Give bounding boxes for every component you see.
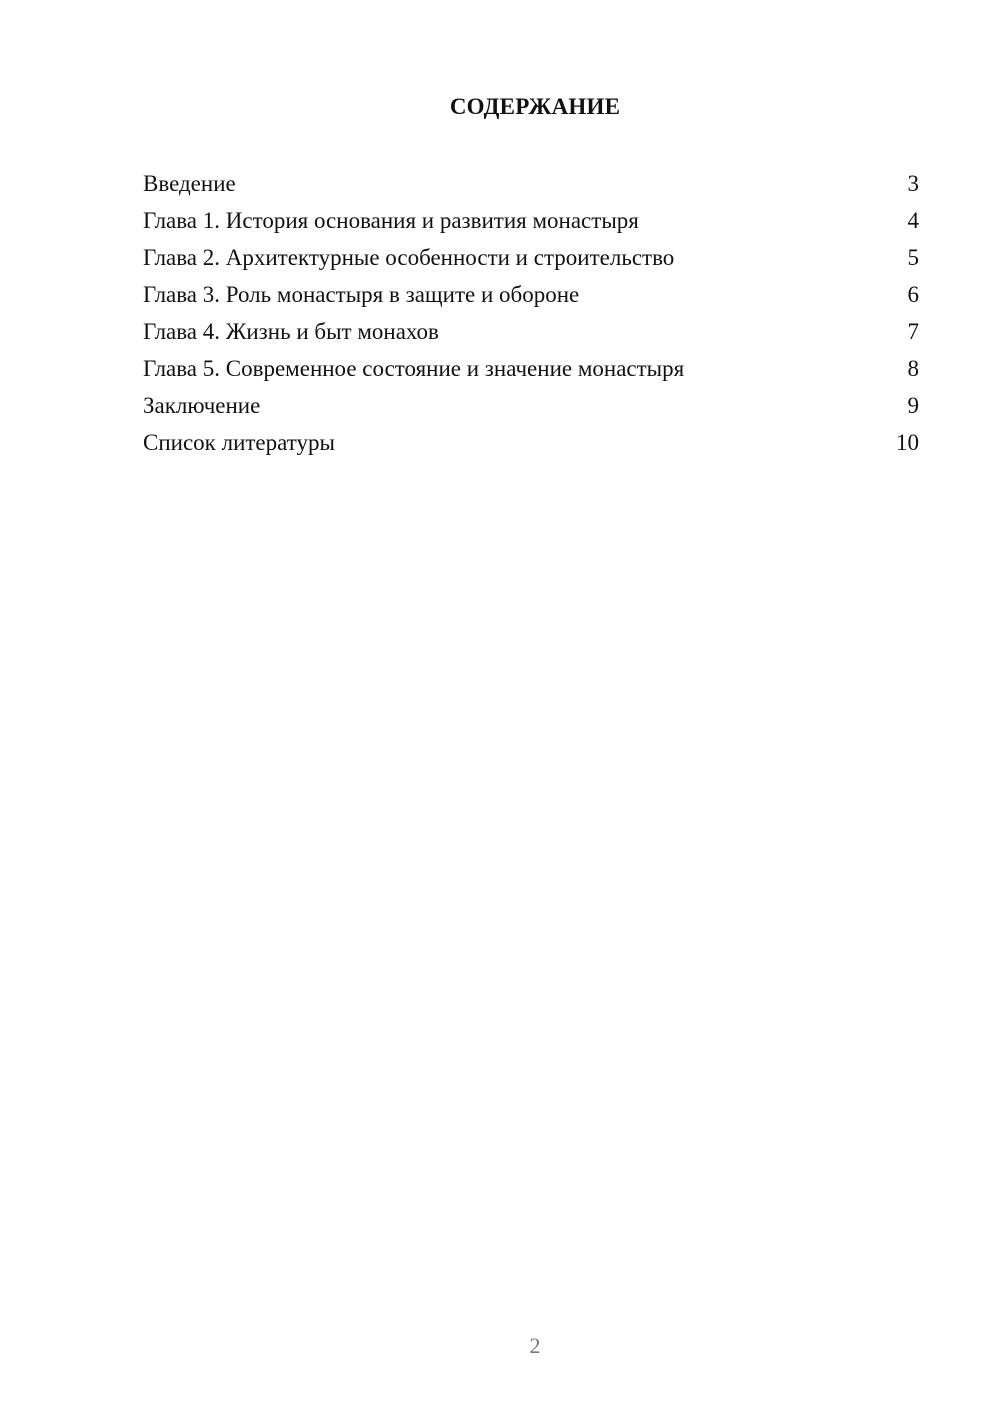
toc-entry-page: 6 bbox=[907, 282, 919, 307]
toc-entry-page: 10 bbox=[896, 430, 919, 455]
toc-entry-chapter-4 bbox=[143, 316, 919, 353]
toc-entry-page: 9 bbox=[907, 393, 919, 418]
toc-entry-introduction bbox=[143, 168, 919, 205]
toc-entry-label: Список литературы bbox=[143, 430, 335, 455]
toc-entry-label: Введение bbox=[143, 171, 236, 196]
toc-entry-chapter-1 bbox=[143, 205, 919, 242]
toc-entry-label: Глава 2. Архитектурные особенности и строительство bbox=[143, 245, 675, 270]
toc-entry-label: Глава 5. Современное состояние и значение монастыря bbox=[143, 356, 685, 381]
toc-entry-page: 7 bbox=[907, 319, 919, 344]
toc-entry-label: Глава 4. Жизнь и быт монахов bbox=[143, 319, 439, 344]
toc-entry-page: 3 bbox=[907, 171, 919, 196]
toc-entry-page: 5 bbox=[907, 245, 919, 270]
toc-entry-chapter-2 bbox=[143, 242, 919, 279]
toc-entry-page: 8 bbox=[907, 356, 919, 381]
page-number: 2 bbox=[529, 1333, 541, 1358]
toc-entry-conclusion bbox=[143, 390, 919, 427]
table-of-contents bbox=[143, 168, 919, 464]
toc-title: СОДЕРЖАНИЕ bbox=[449, 94, 621, 119]
toc-entry-page: 4 bbox=[907, 208, 919, 233]
toc-entry-label: Глава 3. Роль монастыря в защите и обороне bbox=[143, 282, 580, 307]
toc-entry-chapter-3 bbox=[143, 279, 919, 316]
toc-entry-references bbox=[143, 427, 919, 464]
toc-entry-label: Заключение bbox=[143, 393, 261, 418]
toc-entry-label: Глава 1. История основания и развития монастыря bbox=[143, 208, 639, 233]
toc-entry-chapter-5 bbox=[143, 353, 919, 390]
